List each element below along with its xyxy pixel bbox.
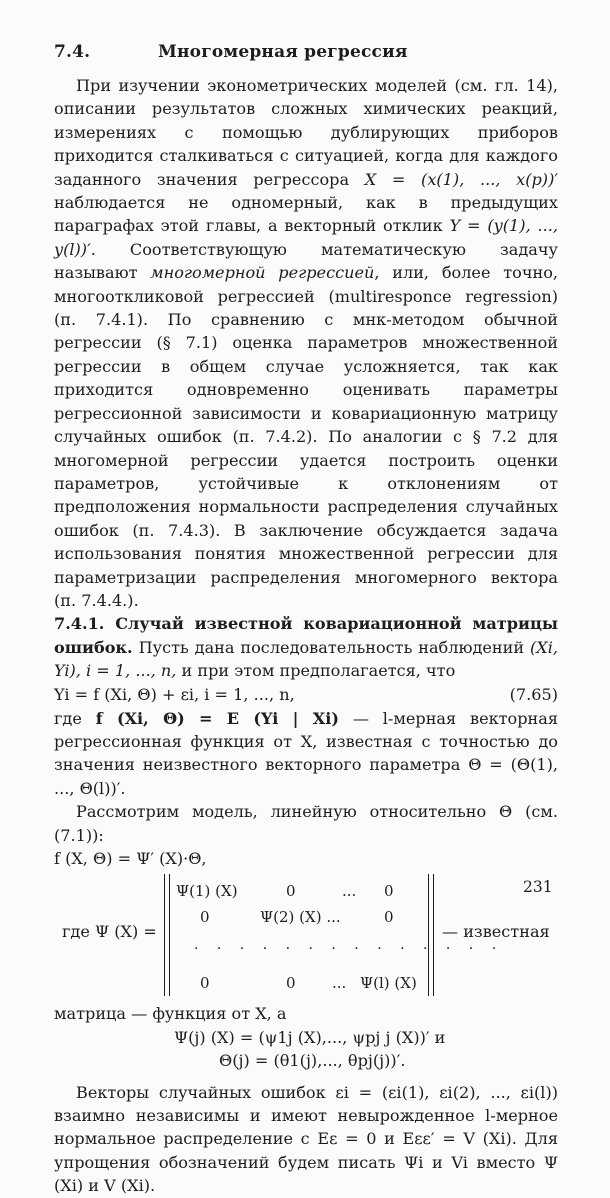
italic-term: многомерной регрессией bbox=[150, 263, 375, 283]
matrix-left-bar-inner bbox=[169, 874, 170, 996]
matrix-cell: 0 bbox=[286, 974, 296, 993]
matrix-lhs: где Ψ (X) = bbox=[62, 922, 157, 942]
matrix-cell: 0 bbox=[384, 882, 394, 901]
observations: (Xi, Yi), i = 1, ..., n, bbox=[54, 637, 558, 681]
matrix-cell: 0 bbox=[286, 882, 296, 901]
running-header bbox=[54, 42, 408, 62]
section-title: Многомерная регрессия bbox=[158, 42, 408, 62]
regressor-definition: X = (x(1), ..., x(p))′ bbox=[364, 169, 558, 189]
page-number: 231 bbox=[523, 878, 553, 896]
section-number: 7.4. bbox=[54, 42, 91, 62]
matrix-left-bar bbox=[164, 874, 165, 996]
matrix-cell: 0 bbox=[200, 908, 210, 927]
matrix-cell: Ψ(l) (X) bbox=[360, 974, 417, 993]
psi-j-definition: Ψ(j) (X) = (ψ1j (X),..., ψpj j (X))′ и bbox=[174, 1027, 446, 1047]
subsection-paragraph: 7.4.1. Случай известной ковариационной матрицы ошибок. Пусть дана последовательность наблюдений (Xi, Yi), i = 1, ..., n, и при этом предполагается, что bbox=[54, 614, 558, 681]
matrix-cell: Ψ(2) (X) ... bbox=[260, 908, 341, 927]
matrix-cell: 0 bbox=[200, 974, 210, 993]
response-definition: Y = (y(1), ..., y(l))′ bbox=[54, 216, 558, 259]
subsection-heading: 7.4.1. Случай известной ковариационной матрицы ошибок. bbox=[54, 614, 558, 657]
equation-formula: Yi = f (Xi, Θ) + εi, i = 1, ..., n, bbox=[54, 684, 295, 704]
model-formula: f (X, Θ) = Ψ′ (X)·Θ, bbox=[54, 849, 207, 868]
errors-paragraph: Векторы случайных ошибок εi = (εi(1), εi(2), ..., εi(l)) взаимно независимы и имеют невырожденное l-мерное нормальное распределение с Eε = 0 и Eεε′ = V (Xi). Для упрощения обозначений будем писать Ψi и Vi вместо Ψ (Xi) и V (Xi). bbox=[54, 1082, 558, 1196]
after-matrix-text: матрица — функция от X, а bbox=[54, 1004, 287, 1024]
matrix-cell: ... bbox=[342, 882, 357, 901]
theta-j-definition: Θ(j) = (θ1(j),..., θpj(j))′. bbox=[219, 1051, 406, 1071]
matrix-right-bar-inner bbox=[433, 874, 434, 996]
equation-7-65 bbox=[54, 683, 558, 707]
regression-function-paragraph: где f (Xi, Θ) = E (Yi | Xi) — l-мерная векторная регрессионная функция от X, известная с точностью до значения неизвестного векторного параметра Θ = (Θ(1), ..., Θ(l))′. bbox=[54, 708, 559, 798]
psi-matrix bbox=[54, 872, 558, 1000]
matrix-right-bar bbox=[428, 874, 429, 996]
matrix-rhs: — известная bbox=[442, 922, 550, 942]
equation-number: (7.65) bbox=[509, 684, 558, 704]
matrix-cell: ... bbox=[332, 974, 347, 993]
model-paragraph: Рассмотрим модель, линейную относительно Θ (см. (7.1)): bbox=[54, 802, 558, 845]
f-definition: f (Xi, Θ) = E (Yi | Xi) bbox=[95, 708, 340, 728]
matrix-cell: Ψ(1) (X) bbox=[176, 882, 238, 901]
intro-paragraph: При изучении эконометрических моделей (см. гл. 14), описании результатов сложных химических реакций, измерениях с помощью дублирующих приборов приходится сталкиваться с ситуацией, когда для каждого заданного значения регрессора X = (x(1), ..., x(p))′ наблюдается не одномерный, как в предыдущих параграфах этой главы, а векторный отклик Y = (y(1), ..., y(l))′. Соответствующую математическую задачу называют многомерной регрессией, или, более точно, многооткликовой регрессией (multiresponce regression) (п. 7.4.1). По сравнению с мнк-методом обычной регрессии (§ 7.1) оценка параметров множественной регрессии в общем случае усложняется, так как приходится одновременно оценивать параметры регрессионной зависимости и ковариационную матрицу случайных ошибок (п. 7.4.2). По аналогии с § 7.2 для многомерной регрессии удается построить оценки параметров, устойчивые к отклонениям от предположения нормальности распределения случайных ошибок (п. 7.4.3). В заключение обсуждается задача использования понятия множественной регрессии для параметризации распределения многомерного вектора (п. 7.4.4.). bbox=[54, 76, 558, 610]
matrix-cell: 0 bbox=[384, 908, 394, 927]
matrix-dots-row: . . . . . . . . . . . . . . bbox=[194, 937, 504, 954]
main-text bbox=[54, 74, 558, 1198]
